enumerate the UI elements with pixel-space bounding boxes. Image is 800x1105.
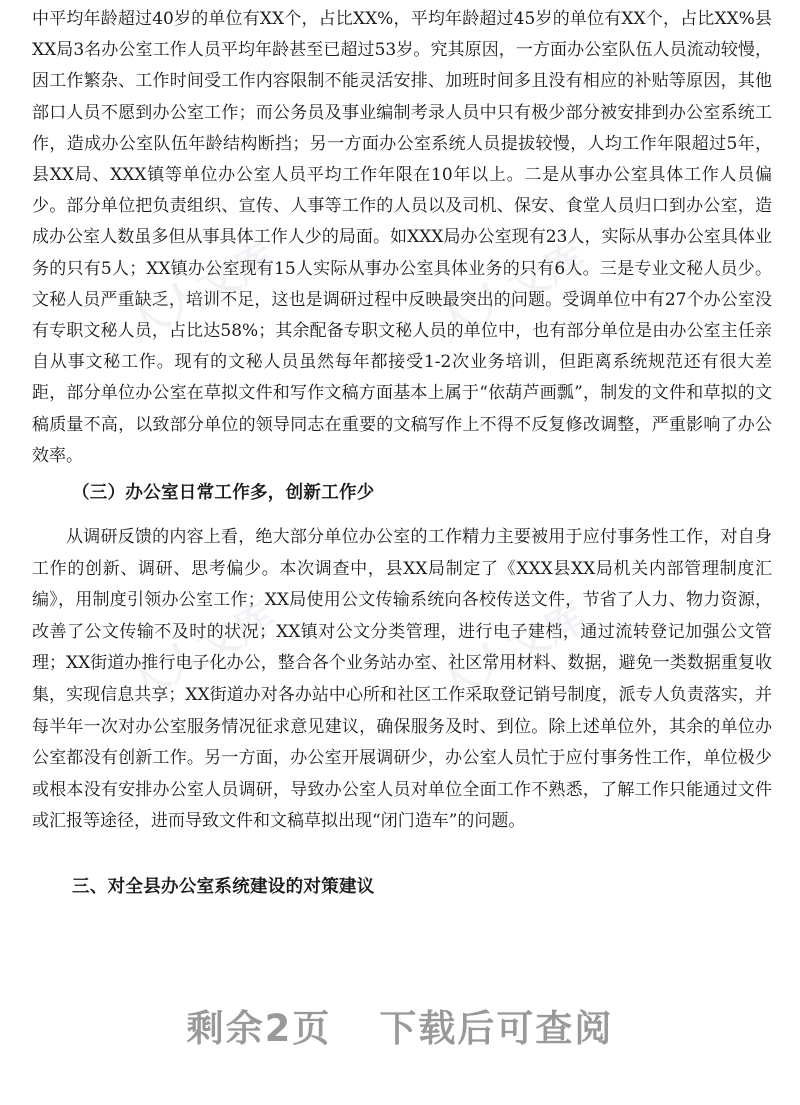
body-paragraph: 中平均年龄超过40岁的单位有XX个，占比XX%，平均年龄超过45岁的单位有XX个，占比XX%县XX局3名办公室工作人员平均年龄甚至已超过53岁。究其原因，一方面办公室队伍人员流动较慢，因工作繁杂、工作时间受工作内容限制不能灵活安排、加班时间多且没有相应的补贴等原因，其他部口人员不愿到办公室工作；而公务员及事业编制考录人员中只有极少部分被安排到办公室系统工作，造成办公室队伍年龄结构断挡；另一方面办公室系统人员提拔较慢，人均工作年限超过5年，县XX局、XXX镇等单位办公室人员平均工作年限在10年以上。二是从事办公室具体工作人员偏少。部分单位把负责组织、宣传、人事等工作的人员以及司机、保安、食堂人员归口到办公室，造成办公室人数虽多但从事具体工作人少的局面。如XXX局办公室现有23人，实际从事办公室具体业务的只有5人；XX镇办公室现有15人实际从事办公室具体业务的只有6人。三是专业文秘人员少。文秘人员严重缺乏，培训不足，这也是调研过程中反映最突出的问题。受调单位中有27个办公室没有专职文秘人员，占比达58%；其余配备专职文秘人员的单位中，也有部分单位是由办公室主任亲自从事文秘工作。现有的文秘人员虽然每年都接受1-2次业务培训，但距离系统规范还有很大差距，部分单位办公室在草拟文件和写作文稿方面基本上属于“依葫芦画瓢”，制发的文件和草拟的文稿质量不高，以致部分单位的领导同志在重要的文稿写作上不得不反复修改调整，严重影响了办公效率。	[32, 9, 772, 466]
watermark-text: 人人文库	[430, 593, 594, 710]
download-to-view-text: 下载后可查阅	[379, 1007, 614, 1050]
download-banner[interactable]	[0, 998, 800, 1052]
subsection-heading: （三）办公室日常工作多，创新工作少	[72, 483, 375, 503]
body-paragraph: 从调研反馈的内容上看，绝大部分单位办公室的工作精力主要被用于应付事务性工作，对自身工作的创新、调研、思考偏少。本次调查中，县XX局制定了《XXX县XX局机关内部管理制度汇编》，用制度引领办公室工作；XX局使用公文传输系统向各校传送文件，节省了人力、物力资源，改善了公文传输不及时的状况；XX镇对公文分类管理，进行电子建档，通过流转登记加强公文管理；XX街道办推行电子化办公，整合各个业务站办室、社区常用材料、数据，避免一类数据重复收集，实现信息共享；XX街道办对各办站中心所和社区工作采取登记销号制度，派专人负责落实，并每半年一次对办公室服务情况征求意见建议，确保服务及时、到位。除上述单位外，其余的单位办公室都没有创新工作。另一方面，办公室开展调研少，办公室人员忙于应付事务性工作，单位极少或根本没有安排办公室人员调研，导致办公室人员对单位全面工作不熟悉，了解工作只能通过文件或汇报等途径，进而导致文件和文稿草拟出现“闭门造车”的问题。	[32, 527, 772, 832]
watermark-text: 人人文库	[120, 233, 284, 350]
watermark-text: 人人文库	[120, 593, 284, 710]
watermark-text: 人人文库	[430, 233, 594, 350]
section-heading: 三、对全县办公室系统建设的对策建议	[72, 877, 375, 897]
remaining-pages-text: 剩余2页	[186, 1007, 332, 1050]
